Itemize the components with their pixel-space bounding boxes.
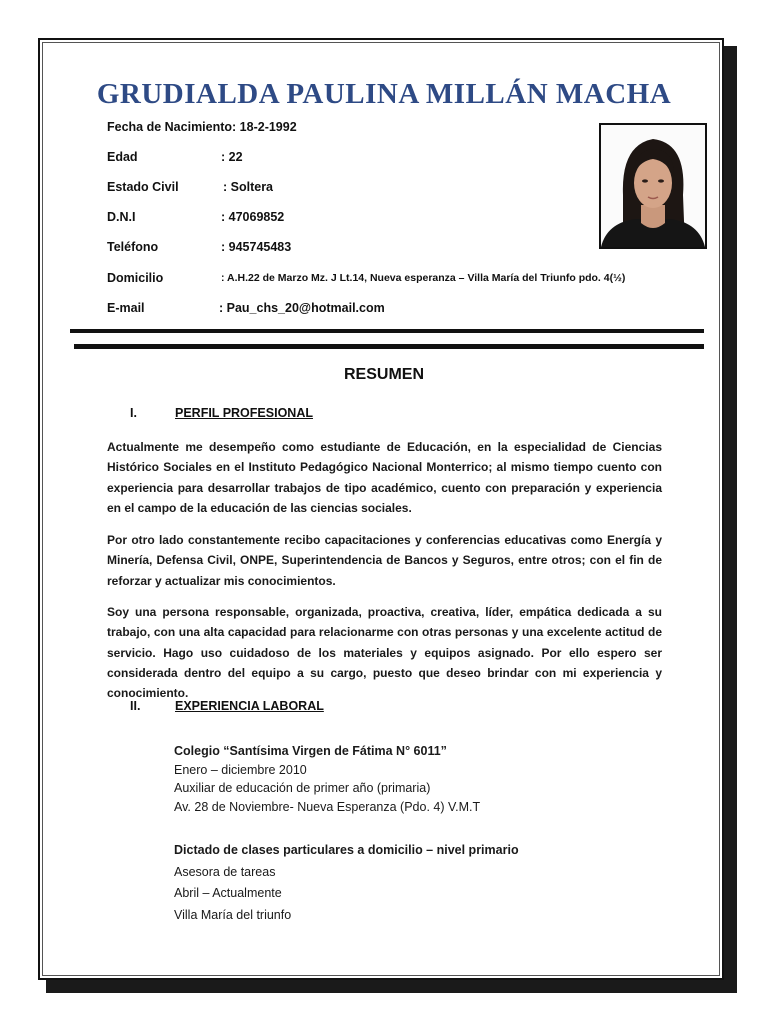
- section-number: II.: [130, 699, 141, 713]
- info-label: Domicilio: [107, 271, 164, 285]
- experience-line: Auxiliar de educación de primer año (primaria): [174, 781, 431, 795]
- portrait-image: [601, 125, 705, 247]
- divider-top: [70, 329, 704, 333]
- info-label: Teléfono: [107, 240, 159, 254]
- info-row-telefono: [107, 240, 292, 254]
- birth-date-text: Fecha de Nacimiento: 18-2-1992: [107, 120, 297, 134]
- section-heading: PERFIL PROFESIONAL: [175, 406, 313, 420]
- info-row-estado-civil: [107, 180, 274, 194]
- info-row-edad: [107, 150, 243, 164]
- info-value: : A.H.22 de Marzo Mz. J Lt.14, Nueva esperanza – Villa María del Triunfo pdo. 4(½): [221, 272, 626, 284]
- info-value: : Soltera: [223, 180, 274, 194]
- info-label: D.N.I: [107, 210, 136, 224]
- profile-photo: [599, 123, 707, 249]
- birth-date: [107, 120, 297, 134]
- experience-line: Av. 28 de Noviembre- Nueva Esperanza (Pdo. 4) V.M.T: [174, 799, 481, 814]
- experience-line: Villa María del triunfo: [174, 907, 292, 922]
- candidate-name: GRUDIALDA PAULINA MILLÁN MACHA: [96, 78, 672, 110]
- profile-paragraph-3: Soy una persona responsable, organizada, proactiva, creativa, líder, empática dedicada a su trabajo, con una alta capacidad para relacionarme con otras personas y una excelente actitud de servicio. Hago uso cuidadoso de los materiales y equipos asignado. Por ello espero ser considerada dentro del equipo a su cargo, puesto que deseo brindar con mi experiencia y conocimiento.: [107, 605, 662, 701]
- experience-entry-2: [174, 840, 519, 926]
- experience-title: Dictado de clases particulares a domicilio – nivel primario: [174, 843, 519, 857]
- divider-bottom: [74, 344, 704, 349]
- experience-line: Asesora de tareas: [174, 864, 276, 879]
- profile-paragraph-2: Por otro lado constantemente recibo capacitaciones y conferencias educativas como Energía y Minería, Defensa Civil, ONPE, Superintendencia de Bancos y Seguros, entre otros; con el fin de reforzar y actualizar mis conocimientos.: [107, 533, 662, 588]
- info-value: : Pau_chs_20@hotmail.com: [219, 301, 385, 315]
- experience-entry-1: [174, 742, 480, 816]
- info-row-dni: [107, 210, 285, 224]
- experience-line: Enero – diciembre 2010: [174, 762, 307, 777]
- experience-title: Colegio “Santísima Virgen de Fátima N° 6011”: [174, 744, 447, 758]
- info-label: E-mail: [107, 301, 145, 315]
- info-label: Estado Civil: [107, 180, 179, 194]
- info-value: : 47069852: [221, 210, 285, 224]
- section-number: I.: [130, 406, 137, 420]
- info-value: : 945745483: [221, 240, 292, 254]
- experience-line: Abril – Actualmente: [174, 886, 282, 900]
- info-row-email: [107, 301, 385, 315]
- section-title-resumen: RESUMEN: [343, 366, 424, 383]
- profile-paragraph-1: Actualmente me desempeño como estudiante de Educación, en la especialidad de Ciencias Histórico Sociales en el Instituto Pedagógico Nacional Monterrico; al mismo tiempo cuento con experiencia para desarrollar trabajos de tipo académico, cuento con preparación y experiencia en el campo de la educación de las ciencias sociales.: [107, 440, 662, 515]
- section-heading: EXPERIENCIA LABORAL: [175, 699, 324, 713]
- info-label: Edad: [107, 150, 138, 164]
- info-row-domicilio: [107, 271, 626, 285]
- info-value: : 22: [221, 150, 243, 164]
